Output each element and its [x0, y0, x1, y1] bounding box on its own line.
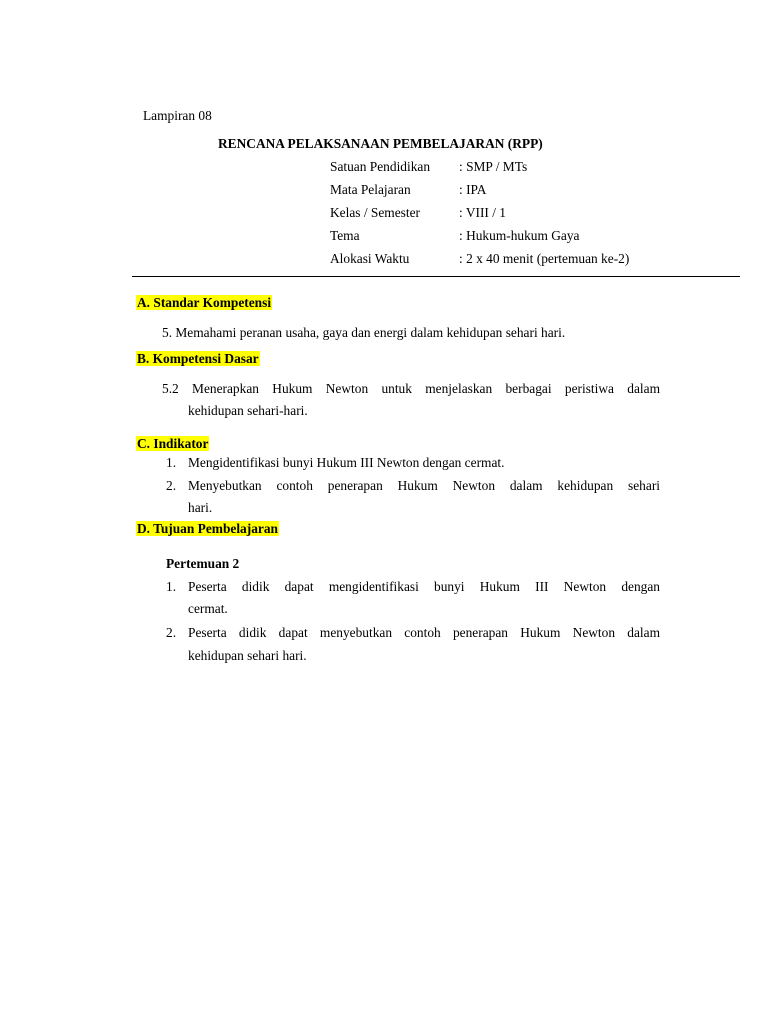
- info-value-alokasi: : 2 x 40 menit (pertemuan ke-2): [459, 251, 630, 266]
- tujuan-item-1-line1: Peserta didik dapat mengidentifikasi bunyi Hukum III Newton dengan: [188, 579, 660, 594]
- tujuan-item-2-line2: kehidupan sehari hari.: [188, 648, 307, 663]
- indikator-item-2-line2: hari.: [188, 500, 213, 515]
- indikator-item-1: Mengidentifikasi bunyi Hukum III Newton dengan cermat.: [188, 455, 505, 470]
- tujuan-item-1-line2: cermat.: [188, 601, 228, 616]
- info-value-satuan: : SMP / MTs: [459, 159, 528, 174]
- indikator-number-1: 1.: [166, 455, 177, 470]
- section-d-heading-text: D. Tujuan Pembelajaran: [137, 521, 278, 536]
- section-c-heading: [136, 436, 209, 452]
- info-value-mapel: : IPA: [459, 182, 487, 197]
- indikator-number-2: 2.: [166, 478, 177, 493]
- section-d-heading: [136, 521, 279, 537]
- pertemuan-subheading: Pertemuan 2: [166, 556, 240, 571]
- section-c-heading-text: C. Indikator: [137, 436, 209, 451]
- tujuan-item-2-line1: Peserta didik dapat menyebutkan contoh penerapan Hukum Newton dalam: [188, 625, 660, 640]
- info-value-kelas: : VIII / 1: [459, 205, 506, 220]
- info-label-tema: Tema: [330, 228, 360, 243]
- section-a-heading-text: A. Standar Kompetensi: [137, 295, 272, 310]
- section-a-heading: [136, 295, 272, 311]
- lampiran-label: Lampiran 08: [143, 108, 212, 123]
- header-divider: [132, 276, 740, 277]
- section-b-text-line2: kehidupan sehari-hari.: [188, 403, 308, 418]
- info-label-alokasi: Alokasi Waktu: [330, 251, 410, 266]
- section-b-heading: [136, 351, 260, 367]
- section-b-text-line1: 5.2 Menerapkan Hukum Newton untuk menjelaskan berbagai peristiwa dalam: [162, 381, 660, 396]
- section-b-heading-text: B. Kompetensi Dasar: [137, 351, 259, 366]
- info-label-satuan: Satuan Pendidikan: [330, 159, 431, 174]
- tujuan-number-1: 1.: [166, 579, 177, 594]
- info-label-kelas: Kelas / Semester: [330, 205, 420, 220]
- tujuan-number-2: 2.: [166, 625, 177, 640]
- section-a-text: 5. Memahami peranan usaha, gaya dan energi dalam kehidupan sehari hari.: [162, 325, 566, 340]
- indikator-item-2-line1: Menyebutkan contoh penerapan Hukum Newton dalam kehidupan sehari: [188, 478, 660, 493]
- info-label-mapel: Mata Pelajaran: [330, 182, 411, 197]
- document-title: RENCANA PELAKSANAAN PEMBELAJARAN (RPP): [218, 136, 543, 151]
- info-value-tema: : Hukum-hukum Gaya: [459, 228, 580, 243]
